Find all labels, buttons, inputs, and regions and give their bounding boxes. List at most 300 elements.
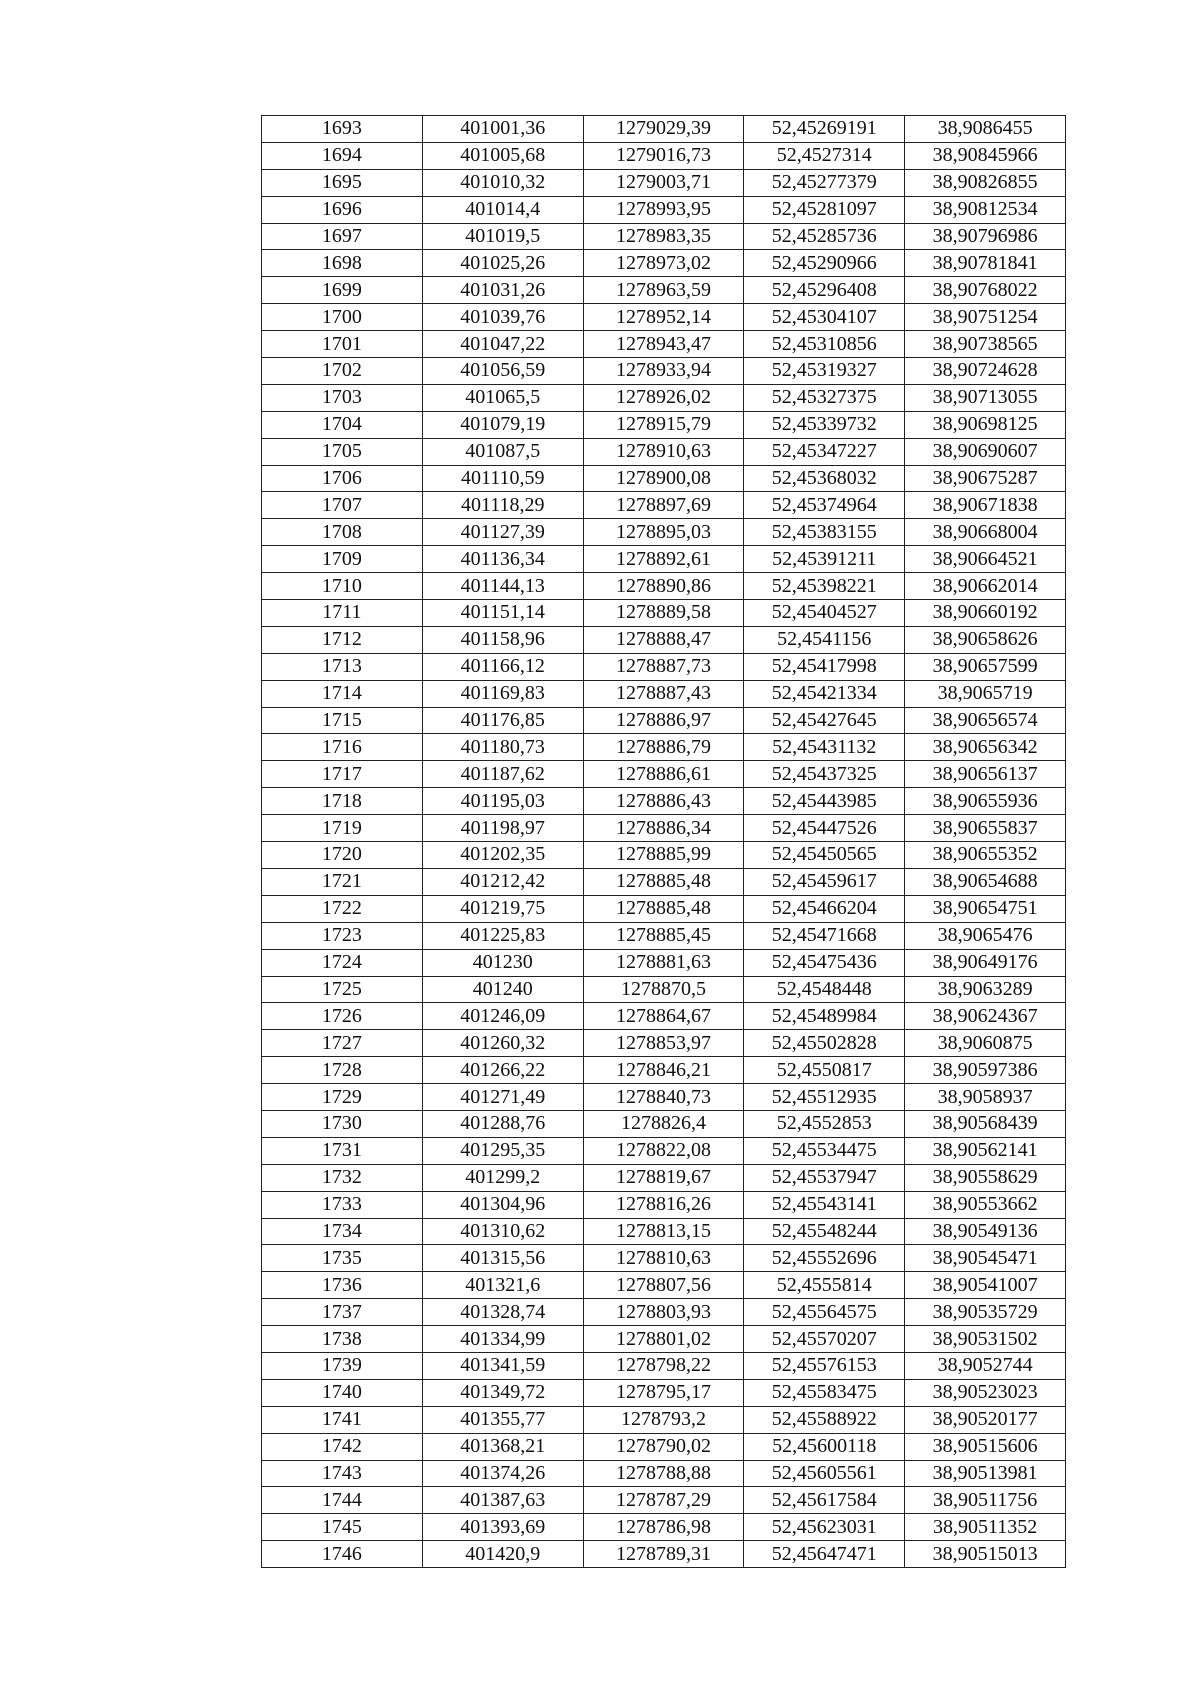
longitude-cell: 38,90768022: [905, 277, 1066, 304]
latitude-cell: 52,45647471: [744, 1541, 905, 1568]
y-coordinate-cell: 1278915,79: [583, 411, 744, 438]
longitude-cell: 38,90664521: [905, 546, 1066, 573]
longitude-cell: 38,90523023: [905, 1379, 1066, 1406]
longitude-cell: 38,90553662: [905, 1191, 1066, 1218]
latitude-cell: 52,45623031: [744, 1514, 905, 1541]
table-row: [262, 788, 1066, 815]
table-row: [262, 250, 1066, 277]
longitude-cell: 38,90658626: [905, 626, 1066, 653]
longitude-cell: 38,90511352: [905, 1514, 1066, 1541]
point-number-cell: 1744: [262, 1487, 423, 1514]
y-coordinate-cell: 1278900,08: [583, 465, 744, 492]
x-coordinate-cell: 401166,12: [422, 653, 583, 680]
x-coordinate-cell: 401079,19: [422, 411, 583, 438]
y-coordinate-cell: 1278870,5: [583, 976, 744, 1003]
table-row: [262, 1406, 1066, 1433]
table-row: [262, 142, 1066, 169]
x-coordinate-cell: 401349,72: [422, 1379, 583, 1406]
table-row: [262, 116, 1066, 143]
y-coordinate-cell: 1278952,14: [583, 304, 744, 331]
y-coordinate-cell: 1278933,94: [583, 358, 744, 385]
y-coordinate-cell: 1278926,02: [583, 384, 744, 411]
table-row: [262, 1003, 1066, 1030]
x-coordinate-cell: 401005,68: [422, 142, 583, 169]
latitude-cell: 52,45347227: [744, 438, 905, 465]
latitude-cell: 52,45417998: [744, 653, 905, 680]
point-number-cell: 1727: [262, 1030, 423, 1057]
point-number-cell: 1716: [262, 734, 423, 761]
y-coordinate-cell: 1278885,48: [583, 895, 744, 922]
longitude-cell: 38,90541007: [905, 1272, 1066, 1299]
y-coordinate-cell: 1278887,43: [583, 680, 744, 707]
x-coordinate-cell: 401266,22: [422, 1057, 583, 1084]
y-coordinate-cell: 1278886,79: [583, 734, 744, 761]
latitude-cell: 52,45327375: [744, 384, 905, 411]
point-number-cell: 1721: [262, 868, 423, 895]
longitude-cell: 38,90668004: [905, 519, 1066, 546]
x-coordinate-cell: 401031,26: [422, 277, 583, 304]
table-row: [262, 1460, 1066, 1487]
point-number-cell: 1720: [262, 842, 423, 869]
y-coordinate-cell: 1278910,63: [583, 438, 744, 465]
table-row: [262, 384, 1066, 411]
latitude-cell: 52,45548244: [744, 1218, 905, 1245]
point-number-cell: 1738: [262, 1326, 423, 1353]
point-number-cell: 1703: [262, 384, 423, 411]
latitude-cell: 52,45290966: [744, 250, 905, 277]
x-coordinate-cell: 401387,63: [422, 1487, 583, 1514]
x-coordinate-cell: 401039,76: [422, 304, 583, 331]
y-coordinate-cell: 1278983,35: [583, 223, 744, 250]
point-number-cell: 1741: [262, 1406, 423, 1433]
table-row: [262, 169, 1066, 196]
x-coordinate-cell: 401219,75: [422, 895, 583, 922]
latitude-cell: 52,45576153: [744, 1352, 905, 1379]
longitude-cell: 38,9060875: [905, 1030, 1066, 1057]
x-coordinate-cell: 401047,22: [422, 331, 583, 358]
latitude-cell: 52,45459617: [744, 868, 905, 895]
longitude-cell: 38,90656574: [905, 707, 1066, 734]
longitude-cell: 38,90535729: [905, 1299, 1066, 1326]
table-row: [262, 600, 1066, 627]
latitude-cell: 52,45537947: [744, 1164, 905, 1191]
longitude-cell: 38,90531502: [905, 1326, 1066, 1353]
point-number-cell: 1736: [262, 1272, 423, 1299]
latitude-cell: 52,4555814: [744, 1272, 905, 1299]
latitude-cell: 52,45450565: [744, 842, 905, 869]
longitude-cell: 38,90781841: [905, 250, 1066, 277]
x-coordinate-cell: 401295,35: [422, 1137, 583, 1164]
longitude-cell: 38,90675287: [905, 465, 1066, 492]
longitude-cell: 38,9058937: [905, 1084, 1066, 1111]
table-row: [262, 868, 1066, 895]
point-number-cell: 1723: [262, 922, 423, 949]
y-coordinate-cell: 1278822,08: [583, 1137, 744, 1164]
table-row: [262, 492, 1066, 519]
table-row: [262, 626, 1066, 653]
point-number-cell: 1726: [262, 1003, 423, 1030]
table-row: [262, 895, 1066, 922]
longitude-cell: 38,90713055: [905, 384, 1066, 411]
x-coordinate-cell: 401334,99: [422, 1326, 583, 1353]
latitude-cell: 52,45374964: [744, 492, 905, 519]
table-row: [262, 680, 1066, 707]
table-row: [262, 1191, 1066, 1218]
point-number-cell: 1694: [262, 142, 423, 169]
x-coordinate-cell: 401368,21: [422, 1433, 583, 1460]
y-coordinate-cell: 1278819,67: [583, 1164, 744, 1191]
x-coordinate-cell: 401321,6: [422, 1272, 583, 1299]
table-row: [262, 1218, 1066, 1245]
table-row: [262, 1326, 1066, 1353]
x-coordinate-cell: 401151,14: [422, 600, 583, 627]
point-number-cell: 1715: [262, 707, 423, 734]
x-coordinate-cell: 401420,9: [422, 1541, 583, 1568]
coordinates-table: [261, 115, 1066, 1568]
longitude-cell: 38,90656137: [905, 761, 1066, 788]
latitude-cell: 52,45296408: [744, 277, 905, 304]
table-row: [262, 761, 1066, 788]
x-coordinate-cell: 401136,34: [422, 546, 583, 573]
longitude-cell: 38,90562141: [905, 1137, 1066, 1164]
longitude-cell: 38,90597386: [905, 1057, 1066, 1084]
y-coordinate-cell: 1278885,45: [583, 922, 744, 949]
x-coordinate-cell: 401288,76: [422, 1110, 583, 1137]
latitude-cell: 52,45564575: [744, 1299, 905, 1326]
point-number-cell: 1706: [262, 465, 423, 492]
table-row: [262, 922, 1066, 949]
x-coordinate-cell: 401187,62: [422, 761, 583, 788]
x-coordinate-cell: 401118,29: [422, 492, 583, 519]
point-number-cell: 1700: [262, 304, 423, 331]
longitude-cell: 38,90660192: [905, 600, 1066, 627]
latitude-cell: 52,4548448: [744, 976, 905, 1003]
x-coordinate-cell: 401202,35: [422, 842, 583, 869]
table-row: [262, 1514, 1066, 1541]
point-number-cell: 1737: [262, 1299, 423, 1326]
y-coordinate-cell: 1278963,59: [583, 277, 744, 304]
x-coordinate-cell: 401198,97: [422, 815, 583, 842]
point-number-cell: 1742: [262, 1433, 423, 1460]
latitude-cell: 52,45466204: [744, 895, 905, 922]
longitude-cell: 38,9052744: [905, 1352, 1066, 1379]
latitude-cell: 52,45277379: [744, 169, 905, 196]
x-coordinate-cell: 401176,85: [422, 707, 583, 734]
point-number-cell: 1722: [262, 895, 423, 922]
longitude-cell: 38,90671838: [905, 492, 1066, 519]
latitude-cell: 52,45383155: [744, 519, 905, 546]
x-coordinate-cell: 401065,5: [422, 384, 583, 411]
y-coordinate-cell: 1278816,26: [583, 1191, 744, 1218]
y-coordinate-cell: 1278790,02: [583, 1433, 744, 1460]
y-coordinate-cell: 1278786,98: [583, 1514, 744, 1541]
y-coordinate-cell: 1279029,39: [583, 116, 744, 143]
latitude-cell: 52,45319327: [744, 358, 905, 385]
longitude-cell: 38,90690607: [905, 438, 1066, 465]
table-row: [262, 1487, 1066, 1514]
latitude-cell: 52,45398221: [744, 573, 905, 600]
x-coordinate-cell: 401169,83: [422, 680, 583, 707]
y-coordinate-cell: 1278788,88: [583, 1460, 744, 1487]
longitude-cell: 38,90796986: [905, 223, 1066, 250]
x-coordinate-cell: 401240: [422, 976, 583, 1003]
y-coordinate-cell: 1278803,93: [583, 1299, 744, 1326]
latitude-cell: 52,45269191: [744, 116, 905, 143]
point-number-cell: 1725: [262, 976, 423, 1003]
latitude-cell: 52,45437325: [744, 761, 905, 788]
table-row: [262, 976, 1066, 1003]
latitude-cell: 52,45421334: [744, 680, 905, 707]
table-row: [262, 304, 1066, 331]
y-coordinate-cell: 1278892,61: [583, 546, 744, 573]
x-coordinate-cell: 401230: [422, 949, 583, 976]
x-coordinate-cell: 401110,59: [422, 465, 583, 492]
x-coordinate-cell: 401158,96: [422, 626, 583, 653]
point-number-cell: 1733: [262, 1191, 423, 1218]
latitude-cell: 52,4550817: [744, 1057, 905, 1084]
table-row: [262, 1299, 1066, 1326]
x-coordinate-cell: 401299,2: [422, 1164, 583, 1191]
table-row: [262, 707, 1066, 734]
y-coordinate-cell: 1278795,17: [583, 1379, 744, 1406]
latitude-cell: 52,45570207: [744, 1326, 905, 1353]
longitude-cell: 38,90724628: [905, 358, 1066, 385]
point-number-cell: 1746: [262, 1541, 423, 1568]
table-row: [262, 1030, 1066, 1057]
latitude-cell: 52,4552853: [744, 1110, 905, 1137]
latitude-cell: 52,45552696: [744, 1245, 905, 1272]
longitude-cell: 38,90812534: [905, 196, 1066, 223]
latitude-cell: 52,45431132: [744, 734, 905, 761]
latitude-cell: 52,45617584: [744, 1487, 905, 1514]
y-coordinate-cell: 1278886,97: [583, 707, 744, 734]
x-coordinate-cell: 401393,69: [422, 1514, 583, 1541]
longitude-cell: 38,90549136: [905, 1218, 1066, 1245]
table-row: [262, 519, 1066, 546]
table-row: [262, 653, 1066, 680]
y-coordinate-cell: 1278886,61: [583, 761, 744, 788]
x-coordinate-cell: 401025,26: [422, 250, 583, 277]
point-number-cell: 1704: [262, 411, 423, 438]
latitude-cell: 52,45502828: [744, 1030, 905, 1057]
point-number-cell: 1735: [262, 1245, 423, 1272]
point-number-cell: 1709: [262, 546, 423, 573]
y-coordinate-cell: 1278943,47: [583, 331, 744, 358]
point-number-cell: 1707: [262, 492, 423, 519]
point-number-cell: 1696: [262, 196, 423, 223]
point-number-cell: 1732: [262, 1164, 423, 1191]
x-coordinate-cell: 401310,62: [422, 1218, 583, 1245]
latitude-cell: 52,45304107: [744, 304, 905, 331]
longitude-cell: 38,90513981: [905, 1460, 1066, 1487]
latitude-cell: 52,45310856: [744, 331, 905, 358]
latitude-cell: 52,45285736: [744, 223, 905, 250]
latitude-cell: 52,45368032: [744, 465, 905, 492]
table-row: [262, 411, 1066, 438]
x-coordinate-cell: 401374,26: [422, 1460, 583, 1487]
point-number-cell: 1745: [262, 1514, 423, 1541]
point-number-cell: 1713: [262, 653, 423, 680]
x-coordinate-cell: 401355,77: [422, 1406, 583, 1433]
y-coordinate-cell: 1278793,2: [583, 1406, 744, 1433]
coordinates-table-body: [262, 116, 1066, 1568]
x-coordinate-cell: 401180,73: [422, 734, 583, 761]
y-coordinate-cell: 1278840,73: [583, 1084, 744, 1111]
x-coordinate-cell: 401260,32: [422, 1030, 583, 1057]
table-row: [262, 196, 1066, 223]
point-number-cell: 1714: [262, 680, 423, 707]
longitude-cell: 38,90738565: [905, 331, 1066, 358]
table-row: [262, 1433, 1066, 1460]
point-number-cell: 1708: [262, 519, 423, 546]
x-coordinate-cell: 401087,5: [422, 438, 583, 465]
latitude-cell: 52,4527314: [744, 142, 905, 169]
x-coordinate-cell: 401246,09: [422, 1003, 583, 1030]
y-coordinate-cell: 1278807,56: [583, 1272, 744, 1299]
latitude-cell: 52,45489984: [744, 1003, 905, 1030]
y-coordinate-cell: 1278813,15: [583, 1218, 744, 1245]
point-number-cell: 1695: [262, 169, 423, 196]
point-number-cell: 1710: [262, 573, 423, 600]
latitude-cell: 52,45600118: [744, 1433, 905, 1460]
x-coordinate-cell: 401304,96: [422, 1191, 583, 1218]
x-coordinate-cell: 401014,4: [422, 196, 583, 223]
x-coordinate-cell: 401225,83: [422, 922, 583, 949]
longitude-cell: 38,9086455: [905, 116, 1066, 143]
table-row: [262, 358, 1066, 385]
table-row: [262, 949, 1066, 976]
latitude-cell: 52,45339732: [744, 411, 905, 438]
latitude-cell: 52,45443985: [744, 788, 905, 815]
latitude-cell: 52,45391211: [744, 546, 905, 573]
y-coordinate-cell: 1278897,69: [583, 492, 744, 519]
latitude-cell: 52,45281097: [744, 196, 905, 223]
table-row: [262, 1057, 1066, 1084]
y-coordinate-cell: 1278885,99: [583, 842, 744, 869]
longitude-cell: 38,9065476: [905, 922, 1066, 949]
y-coordinate-cell: 1278826,4: [583, 1110, 744, 1137]
y-coordinate-cell: 1278890,86: [583, 573, 744, 600]
table-row: [262, 465, 1066, 492]
table-row: [262, 1272, 1066, 1299]
longitude-cell: 38,90515606: [905, 1433, 1066, 1460]
point-number-cell: 1699: [262, 277, 423, 304]
point-number-cell: 1712: [262, 626, 423, 653]
point-number-cell: 1717: [262, 761, 423, 788]
latitude-cell: 52,45427645: [744, 707, 905, 734]
point-number-cell: 1711: [262, 600, 423, 627]
longitude-cell: 38,9063289: [905, 976, 1066, 1003]
longitude-cell: 38,90515013: [905, 1541, 1066, 1568]
longitude-cell: 38,90655837: [905, 815, 1066, 842]
longitude-cell: 38,90656342: [905, 734, 1066, 761]
table-row: [262, 573, 1066, 600]
y-coordinate-cell: 1278889,58: [583, 600, 744, 627]
table-row: [262, 815, 1066, 842]
table-row: [262, 1245, 1066, 1272]
point-number-cell: 1730: [262, 1110, 423, 1137]
longitude-cell: 38,90654688: [905, 868, 1066, 895]
y-coordinate-cell: 1278887,73: [583, 653, 744, 680]
table-row: [262, 277, 1066, 304]
x-coordinate-cell: 401328,74: [422, 1299, 583, 1326]
table-row: [262, 1541, 1066, 1568]
table-row: [262, 1164, 1066, 1191]
x-coordinate-cell: 401341,59: [422, 1352, 583, 1379]
x-coordinate-cell: 401056,59: [422, 358, 583, 385]
point-number-cell: 1718: [262, 788, 423, 815]
y-coordinate-cell: 1278853,97: [583, 1030, 744, 1057]
x-coordinate-cell: 401144,13: [422, 573, 583, 600]
y-coordinate-cell: 1278864,67: [583, 1003, 744, 1030]
longitude-cell: 38,90826855: [905, 169, 1066, 196]
y-coordinate-cell: 1278810,63: [583, 1245, 744, 1272]
point-number-cell: 1731: [262, 1137, 423, 1164]
longitude-cell: 38,90845966: [905, 142, 1066, 169]
y-coordinate-cell: 1278881,63: [583, 949, 744, 976]
y-coordinate-cell: 1278973,02: [583, 250, 744, 277]
longitude-cell: 38,90568439: [905, 1110, 1066, 1137]
y-coordinate-cell: 1279016,73: [583, 142, 744, 169]
longitude-cell: 38,90520177: [905, 1406, 1066, 1433]
y-coordinate-cell: 1278888,47: [583, 626, 744, 653]
point-number-cell: 1693: [262, 116, 423, 143]
longitude-cell: 38,90655352: [905, 842, 1066, 869]
longitude-cell: 38,90511756: [905, 1487, 1066, 1514]
longitude-cell: 38,90751254: [905, 304, 1066, 331]
point-number-cell: 1705: [262, 438, 423, 465]
point-number-cell: 1719: [262, 815, 423, 842]
table-row: [262, 223, 1066, 250]
table-row: [262, 546, 1066, 573]
latitude-cell: 52,45512935: [744, 1084, 905, 1111]
x-coordinate-cell: 401271,49: [422, 1084, 583, 1111]
x-coordinate-cell: 401001,36: [422, 116, 583, 143]
point-number-cell: 1728: [262, 1057, 423, 1084]
longitude-cell: 38,9065719: [905, 680, 1066, 707]
y-coordinate-cell: 1278885,48: [583, 868, 744, 895]
table-row: [262, 438, 1066, 465]
latitude-cell: 52,4541156: [744, 626, 905, 653]
latitude-cell: 52,45583475: [744, 1379, 905, 1406]
x-coordinate-cell: 401010,32: [422, 169, 583, 196]
y-coordinate-cell: 1278886,43: [583, 788, 744, 815]
latitude-cell: 52,45534475: [744, 1137, 905, 1164]
point-number-cell: 1698: [262, 250, 423, 277]
x-coordinate-cell: 401212,42: [422, 868, 583, 895]
table-row: [262, 842, 1066, 869]
x-coordinate-cell: 401127,39: [422, 519, 583, 546]
y-coordinate-cell: 1278993,95: [583, 196, 744, 223]
table-row: [262, 1084, 1066, 1111]
table-row: [262, 1379, 1066, 1406]
x-coordinate-cell: 401195,03: [422, 788, 583, 815]
latitude-cell: 52,45404527: [744, 600, 905, 627]
table-row: [262, 1137, 1066, 1164]
point-number-cell: 1740: [262, 1379, 423, 1406]
x-coordinate-cell: 401019,5: [422, 223, 583, 250]
longitude-cell: 38,90657599: [905, 653, 1066, 680]
table-row: [262, 1110, 1066, 1137]
point-number-cell: 1724: [262, 949, 423, 976]
y-coordinate-cell: 1278787,29: [583, 1487, 744, 1514]
longitude-cell: 38,90655936: [905, 788, 1066, 815]
latitude-cell: 52,45447526: [744, 815, 905, 842]
point-number-cell: 1697: [262, 223, 423, 250]
longitude-cell: 38,90649176: [905, 949, 1066, 976]
longitude-cell: 38,90624367: [905, 1003, 1066, 1030]
y-coordinate-cell: 1278801,02: [583, 1326, 744, 1353]
